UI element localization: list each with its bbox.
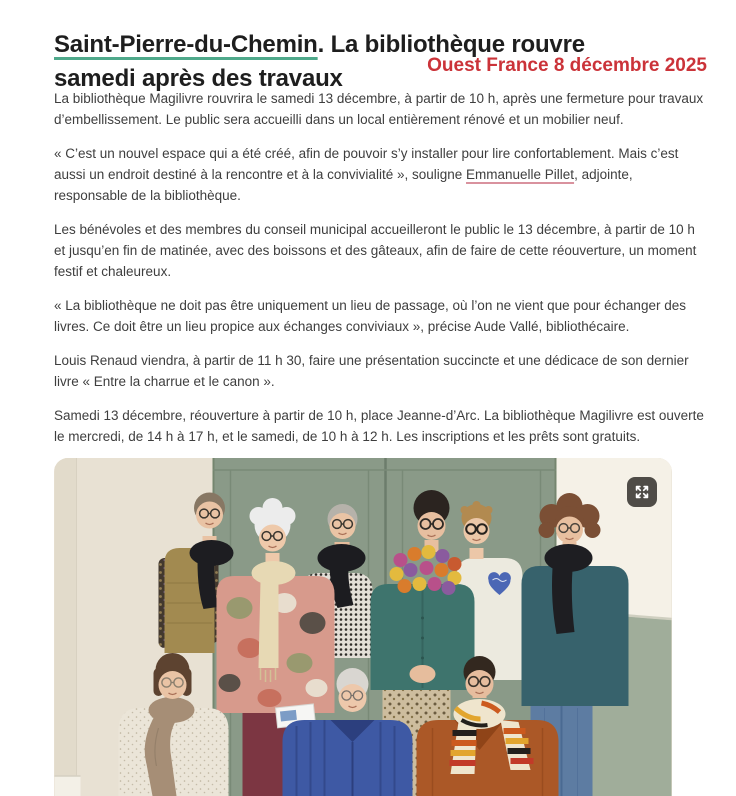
photo-illustration [54, 458, 672, 796]
article-body [54, 88, 704, 460]
source-date-annotation: Ouest France 8 décembre 2025 [427, 55, 707, 76]
person-name-link[interactable]: Emmanuelle Pillet [466, 167, 575, 182]
title-rest: . La bibliothèque rouvre samedi après des travaux [54, 31, 585, 93]
expand-button[interactable] [627, 477, 657, 507]
paragraph-2 [54, 143, 704, 206]
article-photo[interactable] [54, 458, 672, 796]
expand-arrows-icon [634, 484, 650, 500]
title-location-link[interactable]: Saint-Pierre-du-Chemin [54, 31, 318, 59]
paragraph-2-text: « C’est un nouvel espace qui a été créé, afin de pouvoir s’y installer pour lire confortablement. Mais c’est aussi un endroit destiné à la rencontre et à la convivialité », souligne [54, 146, 679, 182]
paragraph-2-text-end: , adjointe, responsable de la bibliothèque. [54, 167, 633, 203]
paragraph-1: La bibliothèque Magilivre rouvrira le samedi 13 décembre, à partir de 10 h, après une fermeture pour travaux d’embellissement. Le public sera accueilli dans un local entièrement rénové et un mobilier neuf. [54, 91, 704, 127]
paragraph-3: Les bénévoles et des membres du conseil municipal accueilleront le public le 13 décembre, à partir de 10 h et jusqu’en fin de matinée, avec des boissons et des gâteaux, afin de faire de cette réouverture, un moment festif et chaleureux. [54, 222, 697, 279]
paragraph-4: « La bibliothèque ne doit pas être uniquement un lieu de passage, où l’on ne vient que pour échanger des livres. Ce doit être un lieu propice aux échanges conviviaux », précise Aude Vallé, bibliothécaire. [54, 298, 686, 334]
paragraph-6: Samedi 13 décembre, réouverture à partir de 10 h, place Jeanne-d’Arc. La bibliothèque Magilivre est ouverte le mercredi, de 14 h à 17 h, et le samedi, de 10 h à 12 h. Les inscriptions et les prêts sont gratuits. [54, 408, 704, 444]
paragraph-5: Louis Renaud viendra, à partir de 11 h 30, faire une présentation succincte et une dédicace de son dernier livre « Entre la charrue et le canon ». [54, 353, 689, 389]
